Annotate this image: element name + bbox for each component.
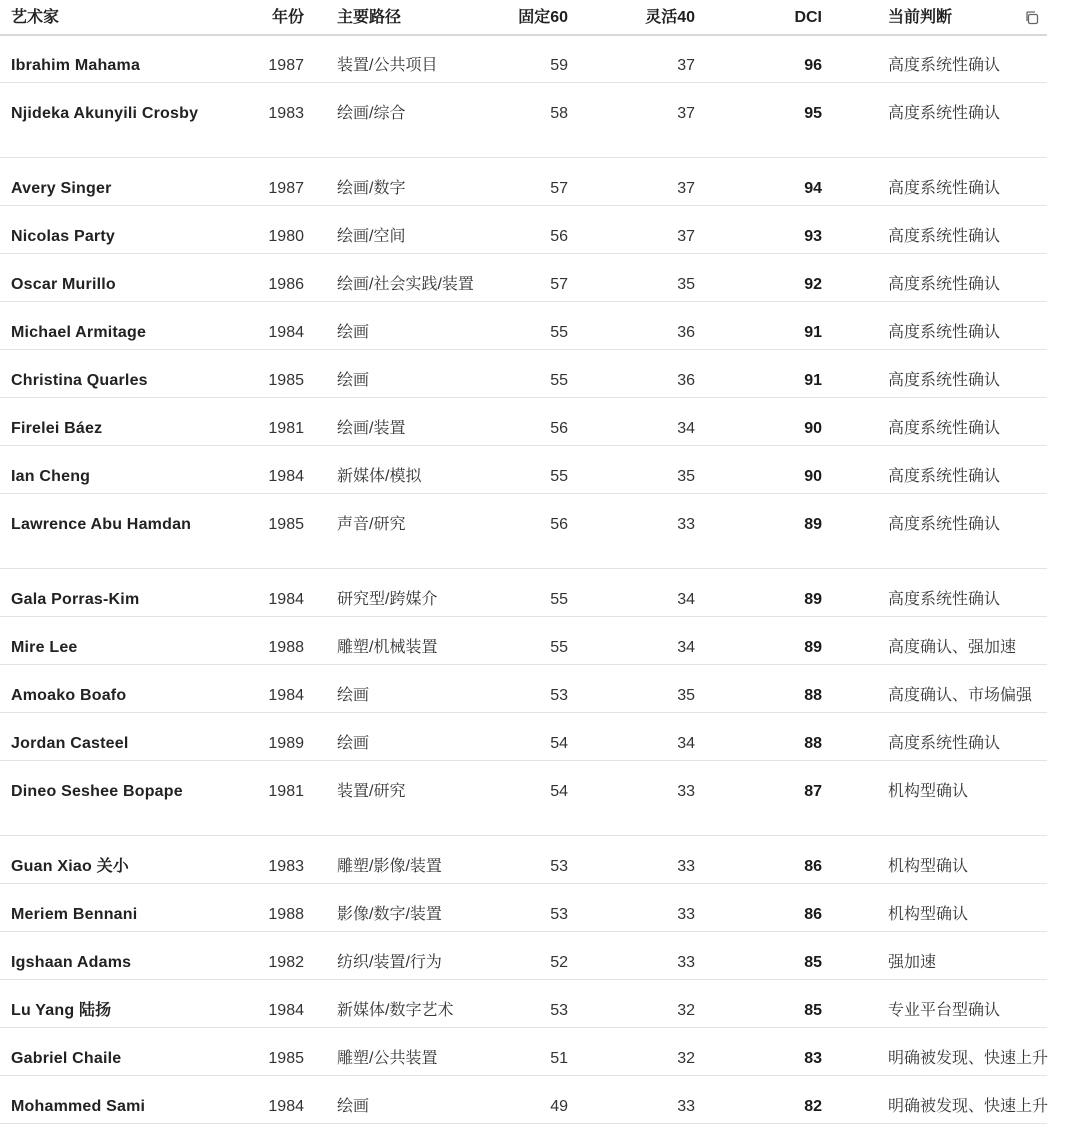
flex-score: 32 — [677, 1050, 695, 1067]
header-flex: 灵活40 — [645, 9, 695, 26]
fixed-score: 57 — [550, 180, 568, 197]
main-path: 新媒体/模拟 — [337, 468, 422, 485]
table-header — [0, 0, 1047, 36]
dci-score: 87 — [804, 783, 822, 800]
dci-score: 91 — [804, 324, 822, 341]
birth-year: 1989 — [268, 735, 304, 752]
table-row — [0, 665, 1047, 713]
table-row — [0, 158, 1047, 206]
header-year: 年份 — [271, 9, 304, 26]
table-row — [0, 350, 1047, 398]
fixed-score: 52 — [550, 954, 568, 971]
current-judgement: 高度系统性确认 — [888, 420, 1001, 437]
table-row — [0, 569, 1047, 617]
artist-name: Avery Singer — [11, 180, 112, 197]
flex-score: 35 — [677, 687, 695, 704]
main-path: 绘画 — [337, 735, 370, 752]
birth-year: 1982 — [268, 954, 304, 971]
header-dci: DCI — [794, 9, 822, 26]
artist-name: Mire Lee — [11, 639, 78, 656]
birth-year: 1984 — [268, 591, 304, 608]
main-path: 绘画 — [337, 687, 370, 704]
flex-score: 34 — [677, 735, 695, 752]
main-path: 绘画/数字 — [337, 180, 406, 197]
header-judgement: 当前判断 — [888, 9, 953, 26]
dci-score: 91 — [804, 372, 822, 389]
dci-score: 88 — [804, 687, 822, 704]
flex-score: 36 — [677, 324, 695, 341]
main-path: 装置/研究 — [337, 783, 406, 800]
flex-score: 33 — [677, 858, 695, 875]
current-judgement: 高度确认、强加速 — [888, 639, 1017, 656]
artist-name: Lawrence Abu Hamdan — [11, 516, 192, 533]
dci-score: 86 — [804, 906, 822, 923]
fixed-score: 55 — [550, 639, 568, 656]
artist-name: Mohammed Sami — [11, 1098, 146, 1115]
current-judgement: 机构型确认 — [888, 906, 969, 923]
current-judgement: 机构型确认 — [888, 858, 969, 875]
birth-year: 1985 — [268, 372, 304, 389]
main-path: 研究型/跨媒介 — [337, 591, 438, 608]
dci-score: 88 — [804, 735, 822, 752]
fixed-score: 53 — [550, 858, 568, 875]
current-judgement: 高度系统性确认 — [888, 228, 1001, 245]
table-row — [0, 254, 1047, 302]
flex-score: 33 — [677, 906, 695, 923]
table-row — [0, 206, 1047, 254]
table-row — [0, 932, 1047, 980]
fixed-score: 49 — [550, 1098, 568, 1115]
table-row — [0, 494, 1047, 569]
fixed-score: 54 — [550, 783, 568, 800]
flex-score: 33 — [677, 954, 695, 971]
current-judgement: 高度系统性确认 — [888, 57, 1001, 74]
table-row — [0, 446, 1047, 494]
birth-year: 1985 — [268, 516, 304, 533]
current-judgement: 高度确认、市场偏强 — [888, 687, 1033, 704]
dci-score: 90 — [804, 468, 822, 485]
flex-score: 36 — [677, 372, 695, 389]
fixed-score: 53 — [550, 1002, 568, 1019]
current-judgement: 专业平台型确认 — [888, 1002, 1001, 1019]
current-judgement: 高度系统性确认 — [888, 735, 1001, 752]
dci-score: 92 — [804, 276, 822, 293]
fixed-score: 53 — [550, 906, 568, 923]
header-artist: 艺术家 — [11, 9, 60, 26]
main-path: 绘画/综合 — [337, 105, 406, 122]
main-path: 影像/数字/装置 — [337, 906, 442, 923]
flex-score: 34 — [677, 591, 695, 608]
table-row — [0, 836, 1047, 884]
table-row — [0, 980, 1047, 1028]
artist-name: Ibrahim Mahama — [11, 57, 141, 74]
birth-year: 1984 — [268, 687, 304, 704]
table-row — [0, 617, 1047, 665]
main-path: 雕塑/机械装置 — [337, 639, 438, 656]
dci-score: 96 — [804, 57, 822, 74]
fixed-score: 56 — [550, 420, 568, 437]
main-path: 装置/公共项目 — [337, 57, 438, 74]
fixed-score: 59 — [550, 57, 568, 74]
artist-name: Dineo Seshee Bopape — [11, 783, 183, 800]
current-judgement: 明确被发现、快速上升 — [888, 1050, 1049, 1067]
flex-score: 33 — [677, 783, 695, 800]
flex-score: 33 — [677, 516, 695, 533]
dci-score: 82 — [804, 1098, 822, 1115]
birth-year: 1984 — [268, 1002, 304, 1019]
birth-year: 1984 — [268, 468, 304, 485]
artist-name: Gabriel Chaile — [11, 1050, 122, 1067]
current-judgement: 明确被发现、快速上升 — [888, 1098, 1049, 1115]
fixed-score: 55 — [550, 468, 568, 485]
birth-year: 1984 — [268, 324, 304, 341]
birth-year: 1981 — [268, 420, 304, 437]
fixed-score: 55 — [550, 591, 568, 608]
main-path: 声音/研究 — [337, 516, 406, 533]
current-judgement: 高度系统性确认 — [888, 516, 1001, 533]
flex-score: 37 — [677, 228, 695, 245]
current-judgement: 高度系统性确认 — [888, 180, 1001, 197]
artist-name: Firelei Báez — [11, 420, 103, 437]
current-judgement: 强加速 — [888, 954, 937, 971]
current-judgement: 高度系统性确认 — [888, 372, 1001, 389]
dci-score: 90 — [804, 420, 822, 437]
table-row — [0, 1076, 1047, 1124]
main-path: 绘画/空间 — [337, 228, 406, 245]
table-row — [0, 35, 1047, 83]
header-path: 主要路径 — [337, 9, 402, 26]
artist-name: Nicolas Party — [11, 228, 115, 245]
flex-score: 33 — [677, 1098, 695, 1115]
artist-name: Njideka Akunyili Crosby — [11, 105, 199, 122]
birth-year: 1986 — [268, 276, 304, 293]
artist-name: Ian Cheng — [11, 468, 91, 485]
birth-year: 1987 — [268, 180, 304, 197]
main-path: 新媒体/数字艺术 — [337, 1002, 454, 1019]
birth-year: 1984 — [268, 1098, 304, 1115]
artist-name: Guan Xiao 关小 — [11, 858, 129, 875]
birth-year: 1988 — [268, 639, 304, 656]
artist-name: Amoako Boafo — [11, 687, 127, 704]
birth-year: 1985 — [268, 1050, 304, 1067]
dci-score: 85 — [804, 1002, 822, 1019]
dci-score: 93 — [804, 228, 822, 245]
table-row — [0, 1028, 1047, 1076]
dci-score: 89 — [804, 639, 822, 656]
dci-score: 95 — [804, 105, 822, 122]
artist-name: Michael Armitage — [11, 324, 147, 341]
copy-icon[interactable] — [1024, 10, 1040, 26]
birth-year: 1988 — [268, 906, 304, 923]
birth-year: 1983 — [268, 105, 304, 122]
flex-score: 35 — [677, 468, 695, 485]
birth-year: 1987 — [268, 57, 304, 74]
dci-score: 85 — [804, 954, 822, 971]
table-row — [0, 884, 1047, 932]
main-path: 绘画/装置 — [337, 420, 406, 437]
fixed-score: 54 — [550, 735, 568, 752]
dci-score: 86 — [804, 858, 822, 875]
main-path: 绘画 — [337, 1098, 370, 1115]
table-row — [0, 83, 1047, 158]
main-path: 绘画 — [337, 372, 370, 389]
dci-score: 89 — [804, 516, 822, 533]
current-judgement: 高度系统性确认 — [888, 591, 1001, 608]
flex-score: 37 — [677, 105, 695, 122]
artist-name: Christina Quarles — [11, 372, 148, 389]
flex-score: 32 — [677, 1002, 695, 1019]
artist-name: Igshaan Adams — [11, 954, 132, 971]
flex-score: 37 — [677, 57, 695, 74]
main-path: 雕塑/公共装置 — [337, 1050, 438, 1067]
main-path: 绘画/社会实践/装置 — [337, 276, 474, 293]
dci-score: 89 — [804, 591, 822, 608]
fixed-score: 56 — [550, 228, 568, 245]
artist-name: Lu Yang 陆扬 — [11, 1002, 112, 1019]
main-path: 雕塑/影像/装置 — [337, 858, 442, 875]
fixed-score: 55 — [550, 324, 568, 341]
header-fixed: 固定60 — [518, 9, 568, 26]
flex-score: 34 — [677, 639, 695, 656]
fixed-score: 56 — [550, 516, 568, 533]
flex-score: 37 — [677, 180, 695, 197]
birth-year: 1983 — [268, 858, 304, 875]
dci-score: 94 — [804, 180, 822, 197]
artist-name: Oscar Murillo — [11, 276, 116, 293]
current-judgement: 高度系统性确认 — [888, 276, 1001, 293]
birth-year: 1980 — [268, 228, 304, 245]
table-row — [0, 713, 1047, 761]
table-row — [0, 398, 1047, 446]
current-judgement: 高度系统性确认 — [888, 324, 1001, 341]
fixed-score: 58 — [550, 105, 568, 122]
dci-score: 83 — [804, 1050, 822, 1067]
fixed-score: 53 — [550, 687, 568, 704]
artist-name: Gala Porras-Kim — [11, 591, 140, 608]
birth-year: 1981 — [268, 783, 304, 800]
current-judgement: 高度系统性确认 — [888, 105, 1001, 122]
fixed-score: 51 — [550, 1050, 568, 1067]
current-judgement: 机构型确认 — [888, 783, 969, 800]
table-row — [0, 761, 1047, 836]
table-row — [0, 302, 1047, 350]
current-judgement: 高度系统性确认 — [888, 468, 1001, 485]
flex-score: 35 — [677, 276, 695, 293]
main-path: 纺织/装置/行为 — [337, 954, 442, 971]
artist-name: Meriem Bennani — [11, 906, 138, 923]
fixed-score: 55 — [550, 372, 568, 389]
flex-score: 34 — [677, 420, 695, 437]
fixed-score: 57 — [550, 276, 568, 293]
artist-name: Jordan Casteel — [11, 735, 129, 752]
main-path: 绘画 — [337, 324, 370, 341]
